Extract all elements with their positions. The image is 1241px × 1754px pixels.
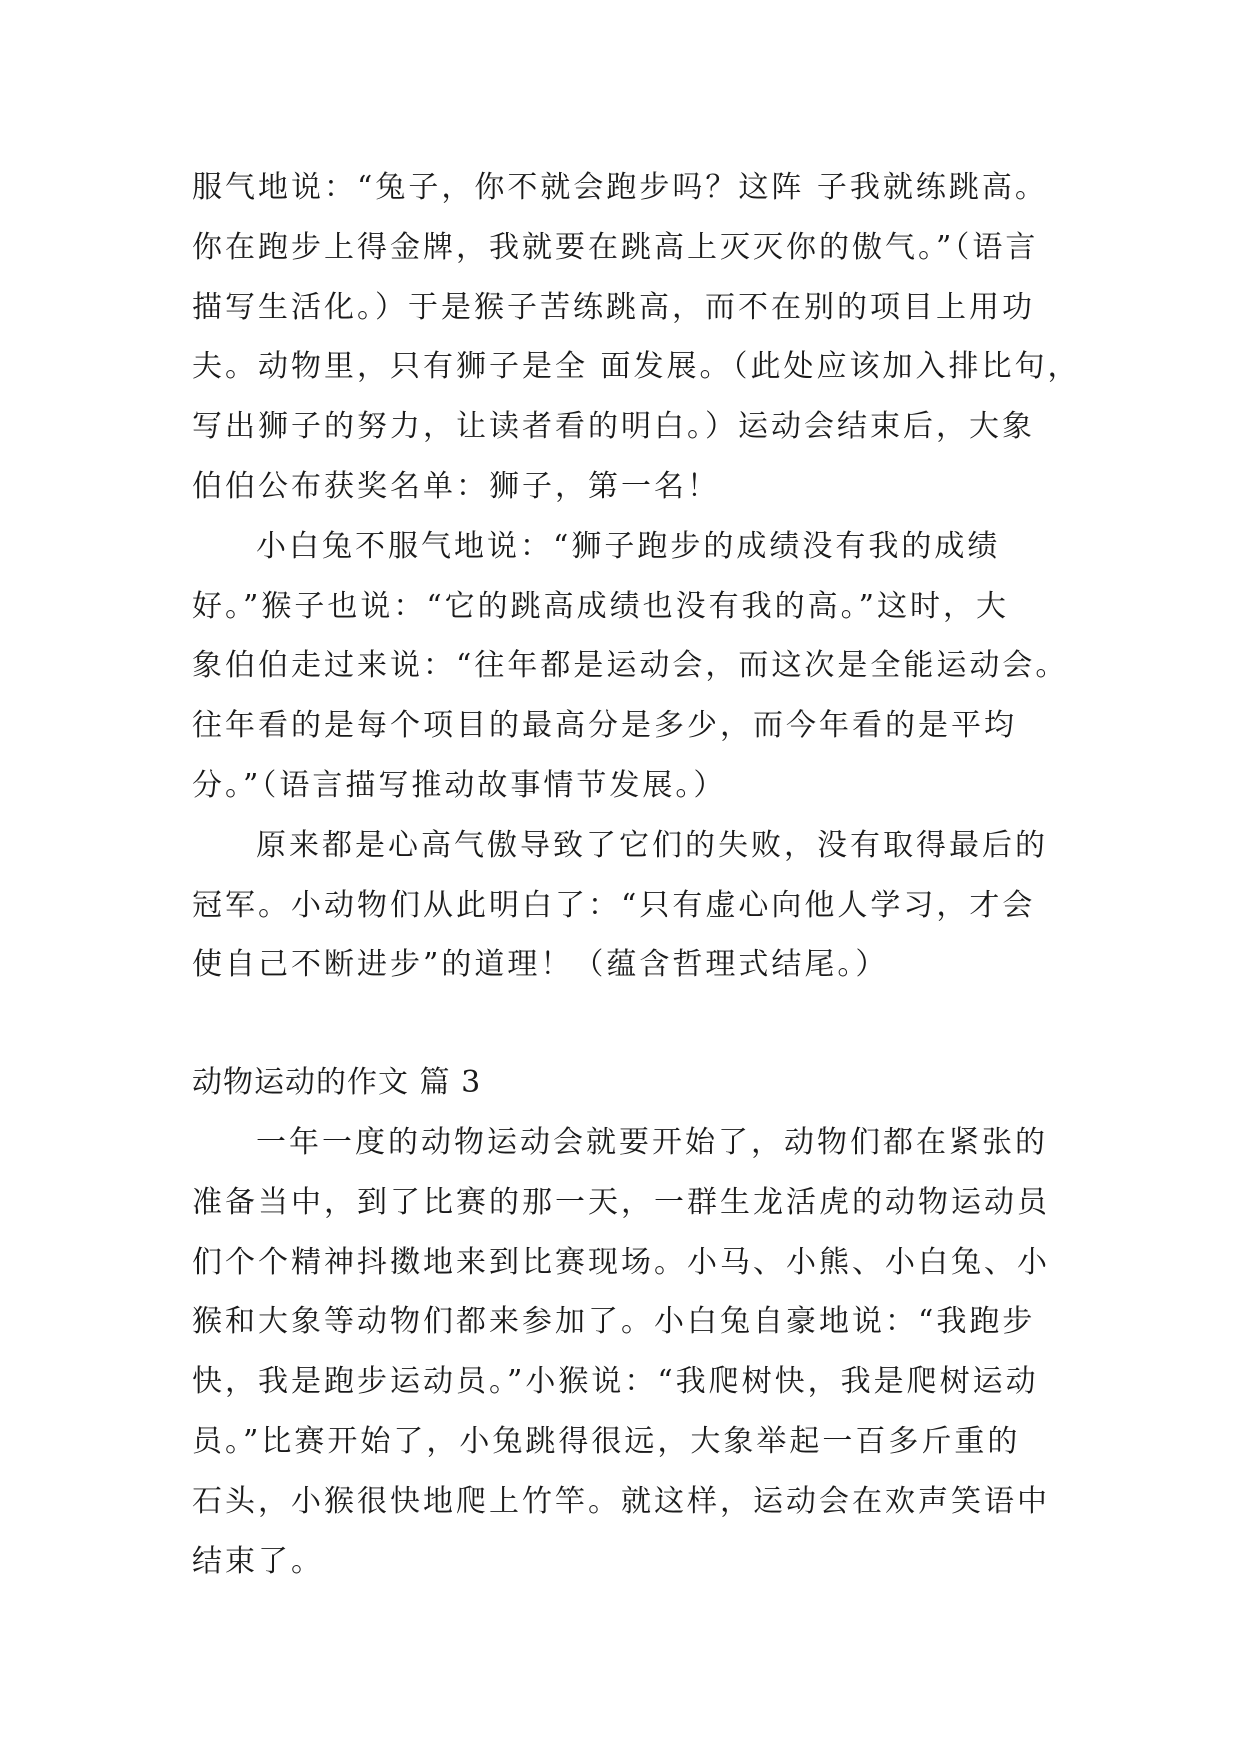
text-line: 伯伯公布获奖名单：狮子，第一名！ bbox=[192, 468, 720, 504]
text-line: 往年看的是每个项目的最高分是多少，而今年看的是平均 bbox=[192, 708, 1017, 744]
text-line: 你在跑步上得金牌，我就要在跳高上灭灭你的傲气。”（语言 bbox=[192, 229, 1039, 265]
text-line: 使自己不断进步”的道理！（蕴含哲理式结尾。） bbox=[192, 947, 889, 983]
text-line: 猴和大象等动物们都来参加了。小白兔自豪地说：“我跑步 bbox=[192, 1304, 1036, 1340]
text-line: 夫。动物里，只有狮子是全 面发展。（此处应该加入排比句， bbox=[192, 349, 1081, 385]
document-body bbox=[192, 158, 1092, 1591]
text-line: 分。”（语言描写推动故事情节发展。） bbox=[192, 767, 727, 803]
text-line: 描写生活化。）于是猴子苦练跳高，而不在别的项目上用功 bbox=[192, 289, 1035, 325]
text-line: 服气地说：“兔子，你不就会跑步吗？这阵 子我就练跳高。 bbox=[192, 170, 1048, 205]
text-line: 一年一度的动物运动会就要开始了，动物们都在紧张的 bbox=[256, 1124, 1048, 1160]
paragraph-1 bbox=[192, 158, 1092, 517]
paragraph-4 bbox=[192, 1113, 1092, 1591]
section-heading: 动物运动的作文 篇 3 bbox=[192, 1065, 482, 1101]
text-line: 好。”猴子也说：“它的跳高成绩也没有我的高。”这时，大 bbox=[192, 588, 1010, 624]
paragraph-2 bbox=[192, 517, 1092, 816]
text-line: 象伯伯走过来说：“往年都是运动会，而这次是全能运动会。 bbox=[192, 648, 1069, 684]
text-line: 结束了。 bbox=[192, 1543, 324, 1579]
section-spacer bbox=[192, 995, 1092, 1053]
text-line: 员。”比赛开始了，小兔跳得很远，大象举起一百多斤重的 bbox=[192, 1423, 1021, 1459]
paragraph-3 bbox=[192, 816, 1092, 995]
text-line: 冠军。小动物们从此明白了：“只有虚心向他人学习，才会 bbox=[192, 887, 1036, 923]
text-line: 原来都是心高气傲导致了它们的失败，没有取得最后的 bbox=[256, 827, 1048, 863]
text-line: 写出狮子的努力，让读者看的明白。）运动会结束后，大象 bbox=[192, 409, 1035, 445]
text-line: 快，我是跑步运动员。”小猴说：“我爬树快，我是爬树运动 bbox=[192, 1364, 1039, 1400]
text-line: 石头，小猴很快地爬上竹竿。就这样，运动会在欢声笑语中 bbox=[192, 1483, 1050, 1519]
text-line: 小白兔不服气地说：“狮子跑步的成绩没有我的成绩 bbox=[256, 528, 1001, 564]
text-line: 们个个精神抖擞地来到比赛现场。小马、小熊、小白兔、小 bbox=[192, 1244, 1050, 1280]
text-line: 准备当中，到了比赛的那一天，一群生龙活虎的动物运动员 bbox=[192, 1184, 1050, 1220]
